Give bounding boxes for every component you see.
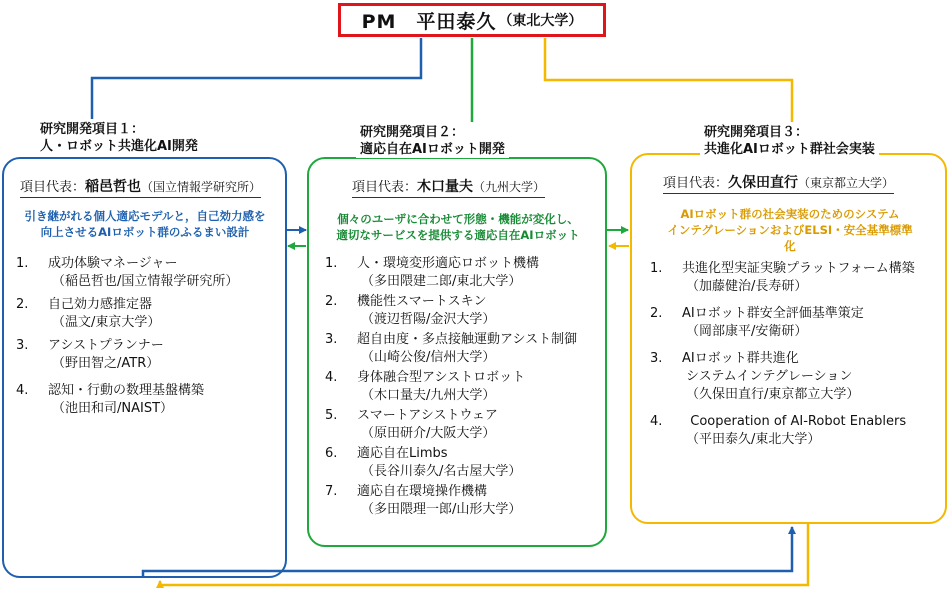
list-item — [325, 255, 605, 291]
item-title: 超自由度・多点接触運動アシスト制御 — [357, 332, 578, 347]
pm-to-project1-line — [92, 38, 421, 119]
pm-affiliation: （東北大学） — [498, 13, 583, 29]
item-members: （温文/東京大学） — [52, 315, 161, 330]
item-number: 1. — [325, 256, 338, 271]
description-line: インテグレーションおよびELSI・安全基準標準 — [667, 223, 913, 237]
item-number: 6. — [325, 446, 338, 461]
list-item — [325, 407, 605, 443]
list-item — [325, 293, 605, 329]
item-number: 1. — [16, 256, 29, 271]
project2-description — [312, 211, 604, 243]
project2-heading — [356, 124, 509, 158]
item-title: 共進化型実証実験プラットフォーム構築 — [682, 261, 915, 276]
item-number: 4. — [325, 370, 338, 385]
list-item — [325, 331, 605, 367]
project1-heading — [36, 121, 202, 155]
description-line: 引き継がれる個人適応モデルと，自己効力感を — [24, 209, 266, 223]
list-item — [650, 350, 944, 404]
item-members: （野田智之/ATR） — [52, 356, 160, 371]
leader-name: 稲邑哲也 — [85, 179, 142, 195]
list-item — [16, 255, 284, 291]
description-line: 個々のユーザに合わせて形態・機能が変化し、 — [337, 212, 579, 226]
leader-affiliation: （国立情報学研究所） — [141, 180, 262, 194]
item-title: 適応自在Limbs — [357, 446, 448, 461]
item-title: 自己効力感推定器 — [48, 297, 153, 312]
item-number: 4. — [650, 414, 663, 429]
pm-box — [338, 3, 606, 37]
list-item — [16, 382, 284, 418]
item-title: Cooperation of AI-Robot Enablers — [682, 414, 907, 429]
list-item — [650, 305, 944, 341]
list-item — [650, 413, 944, 449]
item-members: （平田泰久/東北大学） — [686, 432, 821, 447]
leader-affiliation: （東京都立大学） — [798, 176, 895, 190]
list-item — [16, 296, 284, 332]
leader-name: 久保田直行 — [728, 175, 799, 191]
item-members: （渡辺哲陽/金沢大学） — [361, 312, 496, 327]
project3-items — [650, 260, 944, 449]
item-members: （加藤健治/長寿研） — [686, 279, 808, 294]
project2-heading-line2: 適応自在AIロボット開発 — [360, 142, 505, 157]
item-members: （久保田直行/東京都立大学） — [686, 387, 860, 402]
item-title: 認知・行動の数理基盤構築 — [48, 383, 205, 398]
item-number: 1. — [650, 261, 663, 276]
project3-heading-line1: 研究開発項目３： — [704, 125, 809, 140]
description-line: AIロボット群の社会実装のためのシステム — [680, 207, 900, 221]
list-item — [325, 483, 605, 519]
item-members: （長谷川泰久/名古屋大学） — [361, 464, 522, 479]
pm-label: PM 平田泰久 — [361, 10, 497, 33]
item-number: 2. — [16, 297, 29, 312]
item-title: 適応自在環境操作機構 — [357, 484, 488, 499]
leader-label: 項目代表： — [352, 180, 418, 195]
project1-heading-line1: 研究開発項目１： — [40, 122, 145, 137]
item-members: （山崎公俊/信州大学） — [361, 350, 496, 365]
item-title: アシストプランナー — [48, 338, 164, 353]
project1-items — [16, 255, 284, 418]
item-members: （多田隈建二郎/東北大学） — [361, 274, 522, 289]
pm-to-project3-line — [545, 38, 792, 122]
item-members: （木口量夫/九州大学） — [361, 388, 496, 403]
item-title: 機能性スマートスキン — [357, 294, 487, 309]
description-line: 向上させるAIロボット群のふるまい設計 — [40, 225, 250, 239]
description-line: 適切なサービスを提供する適応自在AIロボット — [336, 228, 580, 242]
item-title: 身体融合型アシストロボット — [357, 370, 526, 385]
item-title: 人・環境変形適応ロボット機構 — [357, 256, 540, 271]
list-item — [325, 369, 605, 405]
item-number: 7. — [325, 484, 338, 499]
item-number: 3. — [325, 332, 338, 347]
project3-heading — [700, 124, 879, 158]
item-title-line2: システムインテグレーション — [686, 369, 853, 384]
item-number: 2. — [325, 294, 338, 309]
leader-name: 木口量夫 — [417, 179, 474, 195]
project3-description — [640, 206, 940, 254]
list-item — [650, 260, 944, 296]
project1-description — [8, 208, 282, 240]
item-members: （多田隈理一郎/山形大学） — [361, 502, 522, 517]
project2-heading-line1: 研究開発項目２： — [360, 125, 465, 140]
item-number: 4. — [16, 383, 29, 398]
leader-label: 項目代表： — [663, 176, 729, 191]
list-item — [16, 337, 284, 373]
item-number: 5. — [325, 408, 338, 423]
project2-leader — [352, 176, 545, 198]
item-members: （原田研介/大阪大学） — [361, 426, 496, 441]
project3-leader — [663, 172, 894, 194]
list-item — [325, 445, 605, 481]
project1-heading-line2: 人・ロボット共進化AI開発 — [40, 139, 198, 154]
item-title: 成功体験マネージャー — [48, 256, 178, 271]
item-members: （岡部康平/安衛研） — [686, 324, 808, 339]
description-line: 化 — [784, 239, 796, 253]
item-number: 3. — [16, 338, 29, 353]
project3-heading-line2: 共進化AIロボット群社会実装 — [704, 142, 875, 157]
item-title: AIロボット群共進化 — [682, 351, 799, 366]
item-title: スマートアシストウェア — [357, 408, 498, 423]
project2-items — [325, 255, 605, 519]
item-number: 2. — [650, 306, 663, 321]
leader-label: 項目代表： — [20, 180, 86, 195]
item-members: （池田和司/NAIST） — [52, 401, 174, 416]
item-members: （稲邑哲也/国立情報学研究所） — [52, 274, 239, 289]
leader-affiliation: （九州大学） — [473, 180, 546, 194]
item-number: 3. — [650, 351, 663, 366]
project1-leader — [20, 176, 261, 198]
item-title: AIロボット群安全評価基準策定 — [682, 306, 864, 321]
